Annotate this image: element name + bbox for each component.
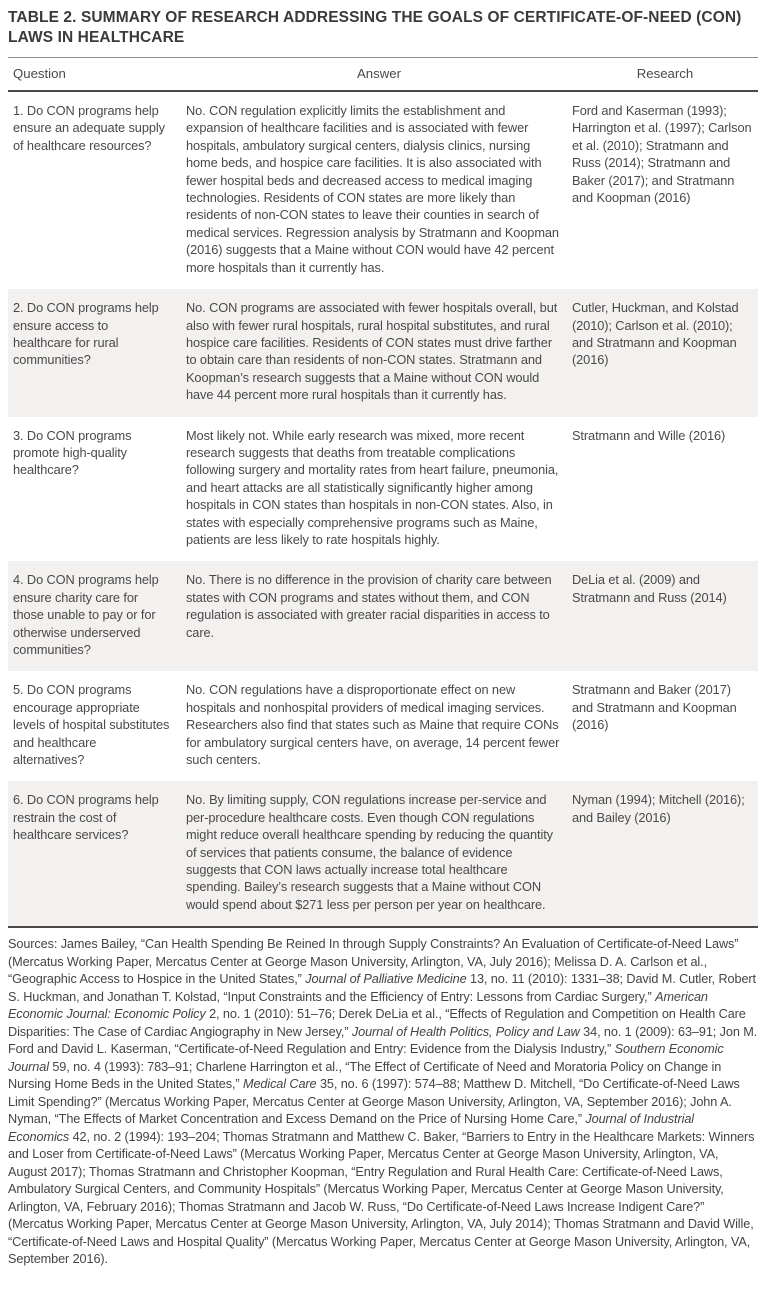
table-header-row [8,58,758,90]
answer-cell: Most likely not. While early research was mixed, more recent research suggests that deaths from treatable complications following surgery and mortality rates from heart failure, pneumonia, and heart attacks are all statistically significantly higher among hospitals in CON states than hospitals in non-CON states. Also, in states with especially comprehensive programs such as Maine, patients are less likely to rate hospitals highly. [186,427,559,547]
question-cell: 4. Do CON programs help ensure charity care for those unable to pay or for otherwise underserved communities? [13,572,159,657]
question-cell: 1. Do CON programs help ensure an adequate supply of healthcare resources? [13,103,165,153]
research-cell: Stratmann and Baker (2017) and Stratmann and Koopman (2016) [572,682,737,733]
research-cell: DeLia et al. (2009) and Stratmann and Russ (2014) [572,572,727,605]
column-header-question: Question [13,66,66,82]
question-cell: 2. Do CON programs help ensure access to healthcare for rural communities? [13,300,159,368]
research-cell: Stratmann and Wille (2016) [572,427,726,443]
question-cell: 3. Do CON programs promote high-quality healthcare? [13,427,132,478]
answer-cell: No. By limiting supply, CON regulations increase per-service and per-procedure healthcare costs. Even though CON regulations might reduce overall healthcare spending by reducing the quantity of services that patients consume, the balance of evidence suggests that CON laws actually increase total healthcare spending. Bailey’s research suggests that a Maine without CON would spend about $271 less per person per year on healthcare. [186,792,553,912]
answer-cell: No. CON regulation explicitly limits the establishment and expansion of healthcare facilities and is associated with fewer hospitals, ambulatory surgical centers, dialysis clinics, nursing home beds, and hospice care facilities. It is also associated with fewer hospital beds and decreased access to medical imaging technologies. Residents of CON states are more likely than residents of non-CON states to leave their counties in search of medical services. Regression analysis by Stratmann and Koopman (2016) suggests that a Maine without CON would have 42 percent more hospitals than it currently has. [186,103,559,275]
table-body [8,92,758,926]
table-bottom-rule [8,926,758,928]
column-header-research: Research [636,66,694,82]
research-cell: Nyman (1994); Mitchell (2016); and Bailey (2016) [572,792,745,825]
question-cell: 5. Do CON programs encourage appropriate levels of hospital substitutes and healthcare alternatives? [13,682,170,768]
table-row-6 [8,781,758,926]
table-title: TABLE 2. SUMMARY OF RESEARCH ADDRESSING THE GOALS OF CERTIFICATE-OF-NEED (CON) LAWS IN HEALTHCARE [8,9,742,46]
table-row-5 [8,671,758,781]
research-cell: Cutler, Huckman, and Kolstad (2010); Carlson et al. (2010); and Stratmann and Koopman (2016) [572,300,739,368]
answer-cell: No. CON regulations have a disproportionate effect on new hospitals and nonhospital providers of medical imaging services. Researchers also find that states such as Maine that require CONs for ambulatory surgical centers have, on average, 14 percent fewer such centers. [186,682,560,768]
answer-cell: No. CON programs are associated with fewer hospitals overall, but also with fewer rural hospitals, rural hospital substitutes, and rural hospice care facilities. Residents of CON states must drive farther to obtain care than residents of non-CON states. Stratmann and Koopman’s research suggests that a Maine without CON would have 44 percent more rural hospitals than it currently has. [186,300,558,403]
table-row-2 [8,289,758,416]
question-cell: 6. Do CON programs help restrain the cost of healthcare services? [13,792,159,843]
column-header-answer: Answer [357,66,401,82]
sources-note: Sources: James Bailey, “Can Health Spending Be Reined In through Supply Constraints? An Evaluation of Certificate-of-Need Laws” (Mercatus Working Paper, Mercatus Center at George Mason University, Arlington, VA, July 2016); Melissa D. A. Carlson et al., “Geographic Access to Hospice in the United States,” Journal of Palliative Medicine 13, no. 11 (2010): 1331–38; David M. Cutler, Robert S. Huckman, and Jonathan T. Kolstad, “Input Constraints and the Efficiency of Entry: Lessons from Cardiac Surgery,” American Economic Journal: Economic Policy 2, no. 1 (2010): 51–76; Derek DeLia et al., “Effects of Regulation and Competition on Health Care Disparities: The Case of Cardiac Angiography in New Jersey,” Journal of Health Politics, Policy and Law 34, no. 1 (2009): 63–91; Jon M. Ford and David L. Kaserman, “Certificate-of-Need Regulation and Entry: Evidence from the Dialysis Industry,” Southern Economic Journal 59, no. 4 (1993): 783–91; Charlene Harrington et al., “The Effect of Certificate of Need and Moratoria Policy on Change in Nursing Home Beds in the United States,” Medical Care 35, no. 6 (1997): 574–88; Matthew D. Mitchell, “Do Certificate-of-Need Laws Limit Spending?” (Mercatus Working Paper, Mercatus Center at George Mason University, Arlington, VA, September 2016); John A. Nyman, “The Effects of Market Concentration and Excess Demand on the Price of Nursing Home Care,” Journal of Industrial Economics 42, no. 2 (1994): 193–204; Thomas Stratmann and Matthew C. Baker, “Barriers to Entry in the Healthcare Markets: Winners and Loser from Certificate-of-Need Laws” (Mercatus Working Paper, Mercatus Center at George Mason University, Arlington, VA, August 2017); Thomas Stratmann and Christopher Koopman, “Entry Regulation and Rural Health Care: Certificate-of-Need Laws, Ambulatory Surgical Centers, and Community Hospitals” (Mercatus Working Paper, Mercatus Center at George Mason University, Arlington, VA, February 2016); Thomas Stratmann and Jacob W. Russ, “Do Certificate-of-Need Laws Increase Indigent Care?” (Mercatus Working Paper, Mercatus Center at George Mason University, Arlington, VA, July 2014); Thomas Stratmann and David Wille, “Certificate-of-Need Laws and Hospital Quality” (Mercatus Working Paper, Mercatus Center at George Mason University, Arlington, VA, September 2016). [8,937,758,1267]
table-row-3 [8,417,758,562]
table-row-4 [8,561,758,671]
answer-cell: No. There is no difference in the provision of charity care between states with CON programs and states without them, and CON regulation is associated with greater racial disparities in access to care. [186,572,552,640]
research-cell: Ford and Kaserman (1993); Harrington et al. (1997); Carlson et al. (2010); Stratmann and Russ (2014); Stratmann and Baker (2017); and Stratmann and Koopman (2016) [572,103,752,206]
table-row-1 [8,92,758,289]
